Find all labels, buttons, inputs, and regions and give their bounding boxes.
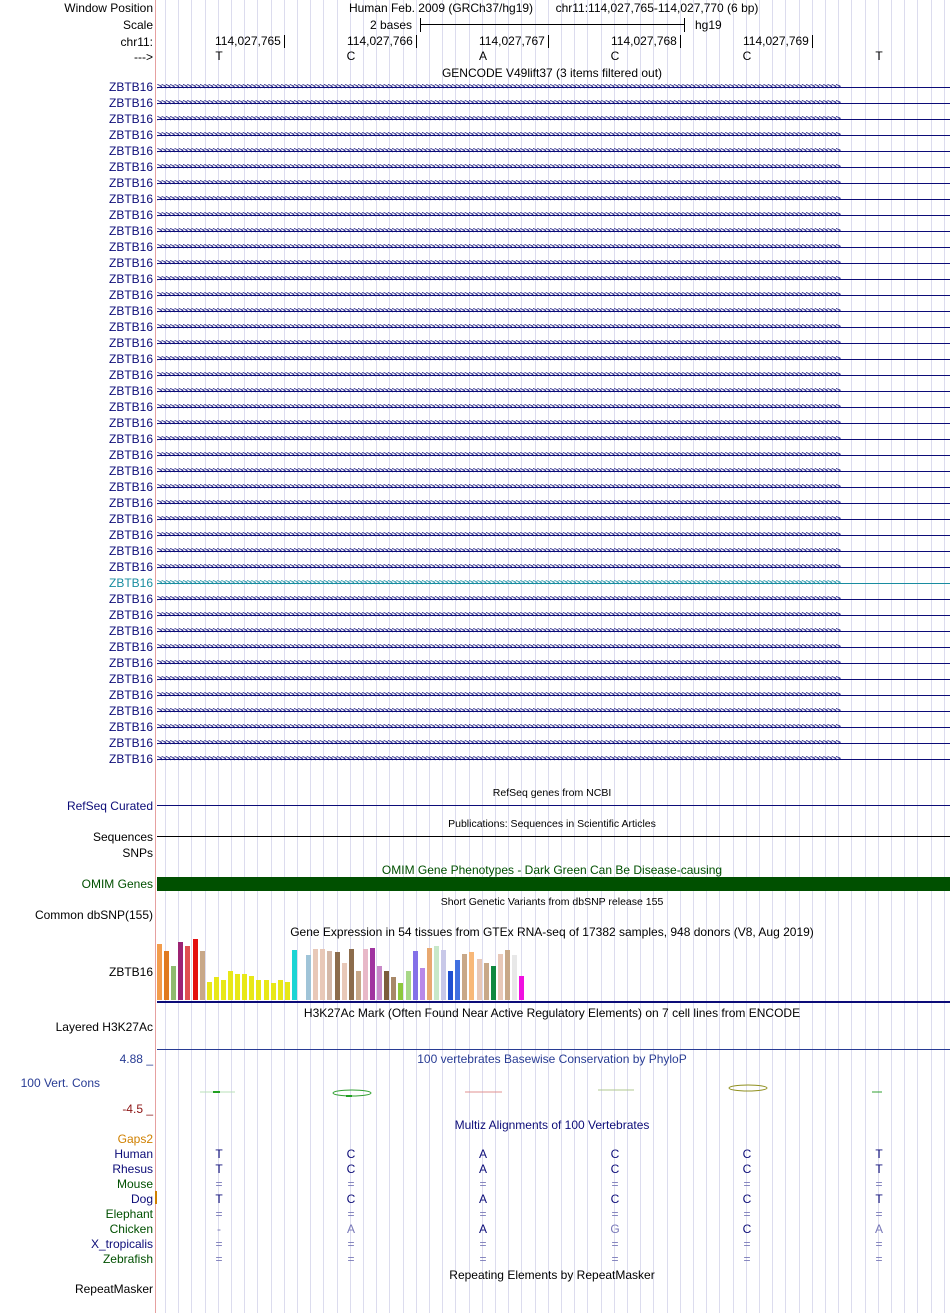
gtex-tissue-bar[interactable] <box>363 949 368 1000</box>
strand-chevrons: >>>>>>>>>>>>>>>>>>>>>>>>>>>>>>>>>>>>>>>>>>>>>>>>>>>>>>>>>>>>>>>>>>>>>>>>>>>>>>>>>>>>>>>>>>>>>>>>>>>>>>>>>>>>>>>>>>>>>>>>>>>>>>>>>>>>>>>>>>>>>>>>>>>>>>>>>>>>>>>> <box>157 418 840 428</box>
aligned-base: = <box>743 1237 751 1251</box>
aligned-base: = <box>347 1177 355 1191</box>
gtex-tissue-bar[interactable] <box>469 952 474 1000</box>
strand-chevrons: >>>>>>>>>>>>>>>>>>>>>>>>>>>>>>>>>>>>>>>>>>>>>>>>>>>>>>>>>>>>>>>>>>>>>>>>>>>>>>>>>>>>>>>>>>>>>>>>>>>>>>>>>>>>>>>>>>>>>>>>>>>>>>>>>>>>>>>>>>>>>>>>>>>>>>>>>>>>>>>> <box>157 482 840 492</box>
aligned-base: = <box>611 1237 619 1251</box>
aligned-base: = <box>347 1252 355 1266</box>
strand-chevrons: >>>>>>>>>>>>>>>>>>>>>>>>>>>>>>>>>>>>>>>>>>>>>>>>>>>>>>>>>>>>>>>>>>>>>>>>>>>>>>>>>>>>>>>>>>>>>>>>>>>>>>>>>>>>>>>>>>>>>>>>>>>>>>>>>>>>>>>>>>>>>>>>>>>>>>>>>>>>>>>> <box>157 578 840 588</box>
gtex-baseline <box>157 1001 950 1003</box>
gtex-tissue-bar[interactable] <box>477 959 482 1000</box>
strand-chevrons: >>>>>>>>>>>>>>>>>>>>>>>>>>>>>>>>>>>>>>>>>>>>>>>>>>>>>>>>>>>>>>>>>>>>>>>>>>>>>>>>>>>>>>>>>>>>>>>>>>>>>>>>>>>>>>>>>>>>>>>>>>>>>>>>>>>>>>>>>>>>>>>>>>>>>>>>>>>>>>>> <box>157 178 840 188</box>
window-position-label: Window Position <box>64 1 153 15</box>
species-label[interactable]: Mouse <box>116 1177 153 1191</box>
base-letter: C <box>742 49 752 63</box>
gtex-tissue-bar[interactable] <box>398 983 403 1000</box>
strand-chevrons: >>>>>>>>>>>>>>>>>>>>>>>>>>>>>>>>>>>>>>>>>>>>>>>>>>>>>>>>>>>>>>>>>>>>>>>>>>>>>>>>>>>>>>>>>>>>>>>>>>>>>>>>>>>>>>>>>>>>>>>>>>>>>>>>>>>>>>>>>>>>>>>>>>>>>>>>>>>>>>>> <box>157 306 840 316</box>
strand-chevrons: >>>>>>>>>>>>>>>>>>>>>>>>>>>>>>>>>>>>>>>>>>>>>>>>>>>>>>>>>>>>>>>>>>>>>>>>>>>>>>>>>>>>>>>>>>>>>>>>>>>>>>>>>>>>>>>>>>>>>>>>>>>>>>>>>>>>>>>>>>>>>>>>>>>>>>>>>>>>>>>> <box>157 82 840 92</box>
gene-label[interactable]: ZBTB16 <box>108 608 153 622</box>
gene-label[interactable]: ZBTB16 <box>108 704 153 718</box>
aligned-base: C <box>610 1192 620 1206</box>
strand-chevrons: >>>>>>>>>>>>>>>>>>>>>>>>>>>>>>>>>>>>>>>>>>>>>>>>>>>>>>>>>>>>>>>>>>>>>>>>>>>>>>>>>>>>>>>>>>>>>>>>>>>>>>>>>>>>>>>>>>>>>>>>>>>>>>>>>>>>>>>>>>>>>>>>>>>>>>>>>>>>>>>> <box>157 386 840 396</box>
strand-chevrons: >>>>>>>>>>>>>>>>>>>>>>>>>>>>>>>>>>>>>>>>>>>>>>>>>>>>>>>>>>>>>>>>>>>>>>>>>>>>>>>>>>>>>>>>>>>>>>>>>>>>>>>>>>>>>>>>>>>>>>>>>>>>>>>>>>>>>>>>>>>>>>>>>>>>>>>>>>>>>>>> <box>157 98 840 108</box>
gene-label[interactable]: ZBTB16 <box>108 480 153 494</box>
aligned-base: A <box>478 1222 488 1236</box>
scale-bar <box>420 24 685 25</box>
refseq-label[interactable]: RefSeq Curated <box>66 799 153 813</box>
coordinate-label: 114,027,765 <box>215 35 285 48</box>
coordinate-label: 114,027,767 <box>479 35 549 48</box>
strand-chevrons: >>>>>>>>>>>>>>>>>>>>>>>>>>>>>>>>>>>>>>>>>>>>>>>>>>>>>>>>>>>>>>>>>>>>>>>>>>>>>>>>>>>>>>>>>>>>>>>>>>>>>>>>>>>>>>>>>>>>>>>>>>>>>>>>>>>>>>>>>>>>>>>>>>>>>>>>>>>>>>>> <box>157 114 840 124</box>
gtex-tissue-bar[interactable] <box>242 974 247 1000</box>
aligned-base: = <box>611 1252 619 1266</box>
base-letter: C <box>346 49 356 63</box>
aligned-base: = <box>479 1177 487 1191</box>
gtex-tissue-bar[interactable] <box>420 968 425 1000</box>
gtex-tissue-bar[interactable] <box>292 950 297 1000</box>
aligned-base: T <box>215 1192 223 1206</box>
gene-label[interactable]: ZBTB16 <box>108 208 153 222</box>
gtex-tissue-bar[interactable] <box>285 982 290 1000</box>
aligned-base: = <box>743 1207 751 1221</box>
aligned-base: A <box>874 1222 884 1236</box>
strand-chevrons: >>>>>>>>>>>>>>>>>>>>>>>>>>>>>>>>>>>>>>>>>>>>>>>>>>>>>>>>>>>>>>>>>>>>>>>>>>>>>>>>>>>>>>>>>>>>>>>>>>>>>>>>>>>>>>>>>>>>>>>>>>>>>>>>>>>>>>>>>>>>>>>>>>>>>>>>>>>>>>>> <box>157 562 840 572</box>
gtex-tissue-bar[interactable] <box>320 949 325 1000</box>
phylop-title: 100 vertebrates Basewise Conservation by PhyloP <box>417 1052 687 1066</box>
gtex-tissue-bar[interactable] <box>370 948 375 1000</box>
gtex-tissue-bar[interactable] <box>441 950 446 1000</box>
aligned-base: A <box>478 1147 488 1161</box>
strand-chevrons: >>>>>>>>>>>>>>>>>>>>>>>>>>>>>>>>>>>>>>>>>>>>>>>>>>>>>>>>>>>>>>>>>>>>>>>>>>>>>>>>>>>>>>>>>>>>>>>>>>>>>>>>>>>>>>>>>>>>>>>>>>>>>>>>>>>>>>>>>>>>>>>>>>>>>>>>>>>>>>>> <box>157 146 840 156</box>
gtex-tissue-bar[interactable] <box>164 951 169 1000</box>
gene-label[interactable]: ZBTB16 <box>108 528 153 542</box>
gencode-title: GENCODE V49lift37 (3 items filtered out) <box>441 66 663 80</box>
strand-chevrons: >>>>>>>>>>>>>>>>>>>>>>>>>>>>>>>>>>>>>>>>>>>>>>>>>>>>>>>>>>>>>>>>>>>>>>>>>>>>>>>>>>>>>>>>>>>>>>>>>>>>>>>>>>>>>>>>>>>>>>>>>>>>>>>>>>>>>>>>>>>>>>>>>>>>>>>>>>>>>>>> <box>157 754 840 764</box>
h3k27ac-title: H3K27Ac Mark (Often Found Near Active Regulatory Elements) on 7 cell lines from ENCODE <box>303 1006 801 1020</box>
scale-bar-left-tick <box>420 18 421 32</box>
gtex-tissue-bar[interactable] <box>462 954 467 1000</box>
species-label[interactable]: Human <box>114 1147 153 1161</box>
strand-chevrons: >>>>>>>>>>>>>>>>>>>>>>>>>>>>>>>>>>>>>>>>>>>>>>>>>>>>>>>>>>>>>>>>>>>>>>>>>>>>>>>>>>>>>>>>>>>>>>>>>>>>>>>>>>>>>>>>>>>>>>>>>>>>>>>>>>>>>>>>>>>>>>>>>>>>>>>>>>>>>>>> <box>157 690 840 700</box>
aligned-base: C <box>742 1147 752 1161</box>
gtex-tissue-bar[interactable] <box>327 951 332 1000</box>
gene-label[interactable]: ZBTB16 <box>108 112 153 126</box>
aligned-base: = <box>611 1207 619 1221</box>
gene-label[interactable]: ZBTB16 <box>108 240 153 254</box>
aligned-base: - <box>217 1222 221 1236</box>
gtex-tissue-bar[interactable] <box>264 980 269 1000</box>
gtex-tissue-bar[interactable] <box>306 955 311 1000</box>
publications-feature-line[interactable] <box>157 836 950 837</box>
gene-label[interactable]: ZBTB16 <box>108 352 153 366</box>
aligned-base: = <box>479 1207 487 1221</box>
gtex-tissue-bar[interactable] <box>313 949 318 1000</box>
gene-label[interactable]: ZBTB16 <box>108 368 153 382</box>
strand-chevrons: >>>>>>>>>>>>>>>>>>>>>>>>>>>>>>>>>>>>>>>>>>>>>>>>>>>>>>>>>>>>>>>>>>>>>>>>>>>>>>>>>>>>>>>>>>>>>>>>>>>>>>>>>>>>>>>>>>>>>>>>>>>>>>>>>>>>>>>>>>>>>>>>>>>>>>>>>>>>>>>> <box>157 354 840 364</box>
gene-label[interactable]: ZBTB16 <box>108 176 153 190</box>
gene-label[interactable]: ZBTB16 <box>108 304 153 318</box>
gtex-tissue-bar[interactable] <box>185 946 190 1000</box>
aligned-base: A <box>346 1222 356 1236</box>
gene-label[interactable]: ZBTB16 <box>108 656 153 670</box>
aligned-base: C <box>742 1222 752 1236</box>
gene-label[interactable]: ZBTB16 <box>108 192 153 206</box>
gtex-tissue-bar[interactable] <box>427 948 432 1000</box>
omim-feature-bar[interactable] <box>157 877 950 891</box>
repeatmasker-title: Repeating Elements by RepeatMasker <box>449 1268 655 1282</box>
refseq-title: RefSeq genes from NCBI <box>492 787 612 799</box>
aligned-base: = <box>215 1207 223 1221</box>
strand-chevrons: >>>>>>>>>>>>>>>>>>>>>>>>>>>>>>>>>>>>>>>>>>>>>>>>>>>>>>>>>>>>>>>>>>>>>>>>>>>>>>>>>>>>>>>>>>>>>>>>>>>>>>>>>>>>>>>>>>>>>>>>>>>>>>>>>>>>>>>>>>>>>>>>>>>>>>>>>>>>>>>> <box>157 370 840 380</box>
strand-chevrons: >>>>>>>>>>>>>>>>>>>>>>>>>>>>>>>>>>>>>>>>>>>>>>>>>>>>>>>>>>>>>>>>>>>>>>>>>>>>>>>>>>>>>>>>>>>>>>>>>>>>>>>>>>>>>>>>>>>>>>>>>>>>>>>>>>>>>>>>>>>>>>>>>>>>>>>>>>>>>>>> <box>157 290 840 300</box>
gene-label[interactable]: ZBTB16 <box>108 128 153 142</box>
strand-chevrons: >>>>>>>>>>>>>>>>>>>>>>>>>>>>>>>>>>>>>>>>>>>>>>>>>>>>>>>>>>>>>>>>>>>>>>>>>>>>>>>>>>>>>>>>>>>>>>>>>>>>>>>>>>>>>>>>>>>>>>>>>>>>>>>>>>>>>>>>>>>>>>>>>>>>>>>>>>>>>>>> <box>157 738 840 748</box>
gene-label[interactable]: ZBTB16 <box>108 688 153 702</box>
strand-chevrons: >>>>>>>>>>>>>>>>>>>>>>>>>>>>>>>>>>>>>>>>>>>>>>>>>>>>>>>>>>>>>>>>>>>>>>>>>>>>>>>>>>>>>>>>>>>>>>>>>>>>>>>>>>>>>>>>>>>>>>>>>>>>>>>>>>>>>>>>>>>>>>>>>>>>>>>>>>>>>>>> <box>157 402 840 412</box>
aligned-base: = <box>875 1237 883 1251</box>
gene-label[interactable]: ZBTB16 <box>108 544 153 558</box>
gtex-tissue-bar[interactable] <box>505 950 510 1000</box>
species-label[interactable]: Chicken <box>109 1222 153 1236</box>
base-letter: T <box>215 49 223 63</box>
species-label[interactable]: Zebrafish <box>102 1252 153 1266</box>
species-label[interactable]: Elephant <box>105 1207 153 1221</box>
aligned-base: = <box>875 1177 883 1191</box>
phylop-max: 4.88 _ <box>119 1052 153 1066</box>
gene-label[interactable]: ZBTB16 <box>108 512 153 526</box>
dbsnp-label[interactable]: Common dbSNP(155) <box>34 908 153 922</box>
gene-label[interactable]: ZBTB16 <box>108 224 153 238</box>
gene-label[interactable]: ZBTB16 <box>108 400 153 414</box>
gene-label[interactable]: ZBTB16 <box>108 752 153 766</box>
gene-label[interactable]: ZBTB16 <box>108 384 153 398</box>
gene-label[interactable]: ZBTB16 <box>108 288 153 302</box>
gene-label[interactable]: ZBTB16 <box>108 336 153 350</box>
base-letter: C <box>610 49 620 63</box>
gtex-tissue-bar[interactable] <box>349 949 354 1000</box>
gtex-tissue-bar[interactable] <box>256 980 261 1000</box>
aligned-base: C <box>346 1192 356 1206</box>
omim-label[interactable]: OMIM Genes <box>81 877 153 891</box>
aligned-base: = <box>215 1177 223 1191</box>
aligned-base: A <box>478 1162 488 1176</box>
strand-chevrons: >>>>>>>>>>>>>>>>>>>>>>>>>>>>>>>>>>>>>>>>>>>>>>>>>>>>>>>>>>>>>>>>>>>>>>>>>>>>>>>>>>>>>>>>>>>>>>>>>>>>>>>>>>>>>>>>>>>>>>>>>>>>>>>>>>>>>>>>>>>>>>>>>>>>>>>>>>>>>>>> <box>157 210 840 220</box>
strand-chevrons: >>>>>>>>>>>>>>>>>>>>>>>>>>>>>>>>>>>>>>>>>>>>>>>>>>>>>>>>>>>>>>>>>>>>>>>>>>>>>>>>>>>>>>>>>>>>>>>>>>>>>>>>>>>>>>>>>>>>>>>>>>>>>>>>>>>>>>>>>>>>>>>>>>>>>>>>>>>>>>>> <box>157 226 840 236</box>
strand-chevrons: >>>>>>>>>>>>>>>>>>>>>>>>>>>>>>>>>>>>>>>>>>>>>>>>>>>>>>>>>>>>>>>>>>>>>>>>>>>>>>>>>>>>>>>>>>>>>>>>>>>>>>>>>>>>>>>>>>>>>>>>>>>>>>>>>>>>>>>>>>>>>>>>>>>>>>>>>>>>>>>> <box>157 498 840 508</box>
base-letter: T <box>875 49 883 63</box>
aligned-base: T <box>875 1162 883 1176</box>
scale-text: 2 bases <box>370 18 413 32</box>
gtex-tissue-bar[interactable] <box>335 952 340 1000</box>
h3k27ac-label[interactable]: Layered H3K27Ac <box>55 1020 153 1034</box>
aligned-base: = <box>743 1252 751 1266</box>
refseq-feature-line[interactable] <box>157 805 950 806</box>
gtex-tissue-bar[interactable] <box>271 983 276 1000</box>
strand-chevrons: >>>>>>>>>>>>>>>>>>>>>>>>>>>>>>>>>>>>>>>>>>>>>>>>>>>>>>>>>>>>>>>>>>>>>>>>>>>>>>>>>>>>>>>>>>>>>>>>>>>>>>>>>>>>>>>>>>>>>>>>>>>>>>>>>>>>>>>>>>>>>>>>>>>>>>>>>>>>>>>> <box>157 546 840 556</box>
gene-label[interactable]: ZBTB16 <box>108 720 153 734</box>
gene-label[interactable]: ZBTB16 <box>108 624 153 638</box>
strand-chevrons: >>>>>>>>>>>>>>>>>>>>>>>>>>>>>>>>>>>>>>>>>>>>>>>>>>>>>>>>>>>>>>>>>>>>>>>>>>>>>>>>>>>>>>>>>>>>>>>>>>>>>>>>>>>>>>>>>>>>>>>>>>>>>>>>>>>>>>>>>>>>>>>>>>>>>>>>>>>>>>>> <box>157 674 840 684</box>
gtex-tissue-bar[interactable] <box>512 955 517 1000</box>
gtex-tissue-bar[interactable] <box>157 944 162 1000</box>
assembly-name: Human Feb. 2009 (GRCh37/hg19) <box>348 1 534 15</box>
strand-chevrons: >>>>>>>>>>>>>>>>>>>>>>>>>>>>>>>>>>>>>>>>>>>>>>>>>>>>>>>>>>>>>>>>>>>>>>>>>>>>>>>>>>>>>>>>>>>>>>>>>>>>>>>>>>>>>>>>>>>>>>>>>>>>>>>>>>>>>>>>>>>>>>>>>>>>>>>>>>>>>>>> <box>157 610 840 620</box>
scale-label: Scale <box>122 18 153 32</box>
publications-label[interactable]: Sequences <box>92 830 153 844</box>
gtex-tissue-bar[interactable] <box>406 971 411 1000</box>
aligned-base: C <box>346 1147 356 1161</box>
aligned-base: = <box>347 1207 355 1221</box>
gene-label[interactable]: ZBTB16 <box>108 416 153 430</box>
publications-title: Publications: Sequences in Scientific Articles <box>448 818 656 830</box>
chrom-label: chr11: <box>120 35 153 49</box>
aligned-base: T <box>215 1147 223 1161</box>
repeatmasker-label[interactable]: RepeatMasker <box>74 1282 153 1296</box>
strand-chevrons: >>>>>>>>>>>>>>>>>>>>>>>>>>>>>>>>>>>>>>>>>>>>>>>>>>>>>>>>>>>>>>>>>>>>>>>>>>>>>>>>>>>>>>>>>>>>>>>>>>>>>>>>>>>>>>>>>>>>>>>>>>>>>>>>>>>>>>>>>>>>>>>>>>>>>>>>>>>>>>>> <box>157 514 840 524</box>
gtex-tissue-bar[interactable] <box>249 976 254 1000</box>
gtex-tissue-bar[interactable] <box>484 963 489 1000</box>
aligned-base: = <box>479 1237 487 1251</box>
snps-label[interactable]: SNPs <box>122 846 153 860</box>
gtex-tissue-bar[interactable] <box>214 977 219 1000</box>
gene-label[interactable]: ZBTB16 <box>108 576 153 590</box>
gtex-tissue-bar[interactable] <box>434 946 439 1000</box>
aligned-base: = <box>875 1252 883 1266</box>
strand-chevrons: >>>>>>>>>>>>>>>>>>>>>>>>>>>>>>>>>>>>>>>>>>>>>>>>>>>>>>>>>>>>>>>>>>>>>>>>>>>>>>>>>>>>>>>>>>>>>>>>>>>>>>>>>>>>>>>>>>>>>>>>>>>>>>>>>>>>>>>>>>>>>>>>>>>>>>>>>>>>>>>> <box>157 130 840 140</box>
aligned-base: C <box>742 1192 752 1206</box>
gene-label[interactable]: ZBTB16 <box>108 464 153 478</box>
aligned-base: T <box>875 1192 883 1206</box>
dog-insertion-marker <box>155 1191 157 1204</box>
strand-chevrons: >>>>>>>>>>>>>>>>>>>>>>>>>>>>>>>>>>>>>>>>>>>>>>>>>>>>>>>>>>>>>>>>>>>>>>>>>>>>>>>>>>>>>>>>>>>>>>>>>>>>>>>>>>>>>>>>>>>>>>>>>>>>>>>>>>>>>>>>>>>>>>>>>>>>>>>>>>>>>>>> <box>157 466 840 476</box>
gtex-tissue-bar[interactable] <box>278 980 283 1000</box>
omim-title: OMIM Gene Phenotypes - Dark Green Can Be Disease-causing <box>381 863 723 877</box>
gene-label[interactable]: ZBTB16 <box>108 144 153 158</box>
coordinate-label: 114,027,769 <box>743 35 813 48</box>
gene-label[interactable]: ZBTB16 <box>108 272 153 286</box>
strand-chevrons: >>>>>>>>>>>>>>>>>>>>>>>>>>>>>>>>>>>>>>>>>>>>>>>>>>>>>>>>>>>>>>>>>>>>>>>>>>>>>>>>>>>>>>>>>>>>>>>>>>>>>>>>>>>>>>>>>>>>>>>>>>>>>>>>>>>>>>>>>>>>>>>>>>>>>>>>>>>>>>>> <box>157 322 840 332</box>
aligned-base: T <box>875 1147 883 1161</box>
gtex-tissue-bar[interactable] <box>356 971 361 1000</box>
aligned-base: C <box>610 1162 620 1176</box>
gene-label[interactable]: ZBTB16 <box>108 448 153 462</box>
phylop-label[interactable]: 100 Vert. Cons <box>20 1076 100 1090</box>
aligned-base: = <box>347 1237 355 1251</box>
strand-chevrons: >>>>>>>>>>>>>>>>>>>>>>>>>>>>>>>>>>>>>>>>>>>>>>>>>>>>>>>>>>>>>>>>>>>>>>>>>>>>>>>>>>>>>>>>>>>>>>>>>>>>>>>>>>>>>>>>>>>>>>>>>>>>>>>>>>>>>>>>>>>>>>>>>>>>>>>>>>>>>>>> <box>157 626 840 636</box>
gtex-tissue-bar[interactable] <box>498 954 503 1000</box>
multiz-title: Multiz Alignments of 100 Vertebrates <box>454 1118 650 1132</box>
gene-label[interactable]: ZBTB16 <box>108 592 153 606</box>
aligned-base: C <box>742 1162 752 1176</box>
gene-label[interactable]: ZBTB16 <box>108 496 153 510</box>
aligned-base: = <box>743 1177 751 1191</box>
aligned-base: = <box>611 1177 619 1191</box>
coordinate-label: 114,027,768 <box>611 35 681 48</box>
strand-chevrons: >>>>>>>>>>>>>>>>>>>>>>>>>>>>>>>>>>>>>>>>>>>>>>>>>>>>>>>>>>>>>>>>>>>>>>>>>>>>>>>>>>>>>>>>>>>>>>>>>>>>>>>>>>>>>>>>>>>>>>>>>>>>>>>>>>>>>>>>>>>>>>>>>>>>>>>>>>>>>>>> <box>157 658 840 668</box>
gtex-tissue-bar[interactable] <box>491 966 496 1000</box>
aligned-base: A <box>478 1192 488 1206</box>
phylop-min: -4.5 _ <box>122 1102 153 1116</box>
gaps-label[interactable]: Gaps2 <box>117 1132 153 1146</box>
strand-chevrons: >>>>>>>>>>>>>>>>>>>>>>>>>>>>>>>>>>>>>>>>>>>>>>>>>>>>>>>>>>>>>>>>>>>>>>>>>>>>>>>>>>>>>>>>>>>>>>>>>>>>>>>>>>>>>>>>>>>>>>>>>>>>>>>>>>>>>>>>>>>>>>>>>>>>>>>>>>>>>>>> <box>157 530 840 540</box>
strand-chevrons: >>>>>>>>>>>>>>>>>>>>>>>>>>>>>>>>>>>>>>>>>>>>>>>>>>>>>>>>>>>>>>>>>>>>>>>>>>>>>>>>>>>>>>>>>>>>>>>>>>>>>>>>>>>>>>>>>>>>>>>>>>>>>>>>>>>>>>>>>>>>>>>>>>>>>>>>>>>>>>>> <box>157 338 840 348</box>
gtex-tissue-bar[interactable] <box>342 963 347 1000</box>
strand-chevrons: >>>>>>>>>>>>>>>>>>>>>>>>>>>>>>>>>>>>>>>>>>>>>>>>>>>>>>>>>>>>>>>>>>>>>>>>>>>>>>>>>>>>>>>>>>>>>>>>>>>>>>>>>>>>>>>>>>>>>>>>>>>>>>>>>>>>>>>>>>>>>>>>>>>>>>>>>>>>>>>> <box>157 642 840 652</box>
gene-label[interactable]: ZBTB16 <box>108 80 153 94</box>
gene-label[interactable]: ZBTB16 <box>108 96 153 110</box>
strand-chevrons: >>>>>>>>>>>>>>>>>>>>>>>>>>>>>>>>>>>>>>>>>>>>>>>>>>>>>>>>>>>>>>>>>>>>>>>>>>>>>>>>>>>>>>>>>>>>>>>>>>>>>>>>>>>>>>>>>>>>>>>>>>>>>>>>>>>>>>>>>>>>>>>>>>>>>>>>>>>>>>>> <box>157 450 840 460</box>
strand-chevrons: >>>>>>>>>>>>>>>>>>>>>>>>>>>>>>>>>>>>>>>>>>>>>>>>>>>>>>>>>>>>>>>>>>>>>>>>>>>>>>>>>>>>>>>>>>>>>>>>>>>>>>>>>>>>>>>>>>>>>>>>>>>>>>>>>>>>>>>>>>>>>>>>>>>>>>>>>>>>>>>> <box>157 594 840 604</box>
gtex-title: Gene Expression in 54 tissues from GTEx RNA-seq of 17382 samples, 948 donors (V8, Aug 2019) <box>290 925 814 939</box>
aligned-base: C <box>610 1147 620 1161</box>
strand-chevrons: >>>>>>>>>>>>>>>>>>>>>>>>>>>>>>>>>>>>>>>>>>>>>>>>>>>>>>>>>>>>>>>>>>>>>>>>>>>>>>>>>>>>>>>>>>>>>>>>>>>>>>>>>>>>>>>>>>>>>>>>>>>>>>>>>>>>>>>>>>>>>>>>>>>>>>>>>>>>>>>> <box>157 194 840 204</box>
gene-label[interactable]: ZBTB16 <box>108 640 153 654</box>
gtex-tissue-bar[interactable] <box>391 977 396 1000</box>
gene-label[interactable]: ZBTB16 <box>108 256 153 270</box>
gtex-tissue-bar[interactable] <box>384 971 389 1000</box>
aligned-base: = <box>215 1237 223 1251</box>
species-label[interactable]: X_tropicalis <box>90 1237 153 1251</box>
gene-label[interactable]: ZBTB16 <box>108 736 153 750</box>
gtex-label[interactable]: ZBTB16 <box>108 965 153 979</box>
strand-chevrons: >>>>>>>>>>>>>>>>>>>>>>>>>>>>>>>>>>>>>>>>>>>>>>>>>>>>>>>>>>>>>>>>>>>>>>>>>>>>>>>>>>>>>>>>>>>>>>>>>>>>>>>>>>>>>>>>>>>>>>>>>>>>>>>>>>>>>>>>>>>>>>>>>>>>>>>>>>>>>>>> <box>157 258 840 268</box>
gene-label[interactable]: ZBTB16 <box>108 672 153 686</box>
gtex-tissue-bar[interactable] <box>178 942 183 1000</box>
gtex-tissue-bar[interactable] <box>448 971 453 1000</box>
gene-label[interactable]: ZBTB16 <box>108 320 153 334</box>
aligned-base: = <box>875 1207 883 1221</box>
gtex-tissue-bar[interactable] <box>221 980 226 1000</box>
species-label[interactable]: Dog <box>130 1192 153 1206</box>
strand-chevrons: >>>>>>>>>>>>>>>>>>>>>>>>>>>>>>>>>>>>>>>>>>>>>>>>>>>>>>>>>>>>>>>>>>>>>>>>>>>>>>>>>>>>>>>>>>>>>>>>>>>>>>>>>>>>>>>>>>>>>>>>>>>>>>>>>>>>>>>>>>>>>>>>>>>>>>>>>>>>>>>> <box>157 706 840 716</box>
base-letter: A <box>478 49 488 63</box>
strand-chevrons: >>>>>>>>>>>>>>>>>>>>>>>>>>>>>>>>>>>>>>>>>>>>>>>>>>>>>>>>>>>>>>>>>>>>>>>>>>>>>>>>>>>>>>>>>>>>>>>>>>>>>>>>>>>>>>>>>>>>>>>>>>>>>>>>>>>>>>>>>>>>>>>>>>>>>>>>>>>>>>>> <box>157 274 840 284</box>
aligned-base: C <box>346 1162 356 1176</box>
gtex-tissue-bar[interactable] <box>519 976 524 1000</box>
scale-bar-right-tick <box>684 18 685 32</box>
gtex-tissue-bar[interactable] <box>207 982 212 1000</box>
aligned-base: G <box>610 1222 620 1236</box>
gtex-tissue-bar[interactable] <box>200 951 205 1000</box>
gene-label[interactable]: ZBTB16 <box>108 432 153 446</box>
gene-label[interactable]: ZBTB16 <box>108 560 153 574</box>
label-divider <box>155 0 156 1313</box>
gtex-tissue-bar[interactable] <box>171 966 176 1000</box>
gtex-tissue-bar[interactable] <box>455 960 460 1000</box>
gtex-tissue-bar[interactable] <box>413 951 418 1000</box>
aligned-base: = <box>215 1252 223 1266</box>
coordinate-label: 114,027,766 <box>347 35 417 48</box>
position-readout: chr11:114,027,765-114,027,770 (6 bp) <box>555 1 759 15</box>
species-label[interactable]: Rhesus <box>112 1162 153 1176</box>
gtex-tissue-bar[interactable] <box>193 939 198 1000</box>
strand-chevrons: >>>>>>>>>>>>>>>>>>>>>>>>>>>>>>>>>>>>>>>>>>>>>>>>>>>>>>>>>>>>>>>>>>>>>>>>>>>>>>>>>>>>>>>>>>>>>>>>>>>>>>>>>>>>>>>>>>>>>>>>>>>>>>>>>>>>>>>>>>>>>>>>>>>>>>>>>>>>>>>> <box>157 722 840 732</box>
scale-db: hg19 <box>695 18 722 32</box>
aligned-base: = <box>479 1252 487 1266</box>
gtex-tissue-bar[interactable] <box>377 966 382 1000</box>
dbsnp-title: Short Genetic Variants from dbSNP release 155 <box>440 896 664 908</box>
strand-chevrons: >>>>>>>>>>>>>>>>>>>>>>>>>>>>>>>>>>>>>>>>>>>>>>>>>>>>>>>>>>>>>>>>>>>>>>>>>>>>>>>>>>>>>>>>>>>>>>>>>>>>>>>>>>>>>>>>>>>>>>>>>>>>>>>>>>>>>>>>>>>>>>>>>>>>>>>>>>>>>>>> <box>157 242 840 252</box>
gene-label[interactable]: ZBTB16 <box>108 160 153 174</box>
gtex-tissue-bar[interactable] <box>228 971 233 1000</box>
strand-arrow-label: ---> <box>134 50 153 64</box>
aligned-base: T <box>215 1162 223 1176</box>
gtex-tissue-bar[interactable] <box>235 974 240 1000</box>
strand-chevrons: >>>>>>>>>>>>>>>>>>>>>>>>>>>>>>>>>>>>>>>>>>>>>>>>>>>>>>>>>>>>>>>>>>>>>>>>>>>>>>>>>>>>>>>>>>>>>>>>>>>>>>>>>>>>>>>>>>>>>>>>>>>>>>>>>>>>>>>>>>>>>>>>>>>>>>>>>>>>>>>> <box>157 434 840 444</box>
strand-chevrons: >>>>>>>>>>>>>>>>>>>>>>>>>>>>>>>>>>>>>>>>>>>>>>>>>>>>>>>>>>>>>>>>>>>>>>>>>>>>>>>>>>>>>>>>>>>>>>>>>>>>>>>>>>>>>>>>>>>>>>>>>>>>>>>>>>>>>>>>>>>>>>>>>>>>>>>>>>>>>>>> <box>157 162 840 172</box>
h3k27ac-baseline <box>157 1049 950 1050</box>
